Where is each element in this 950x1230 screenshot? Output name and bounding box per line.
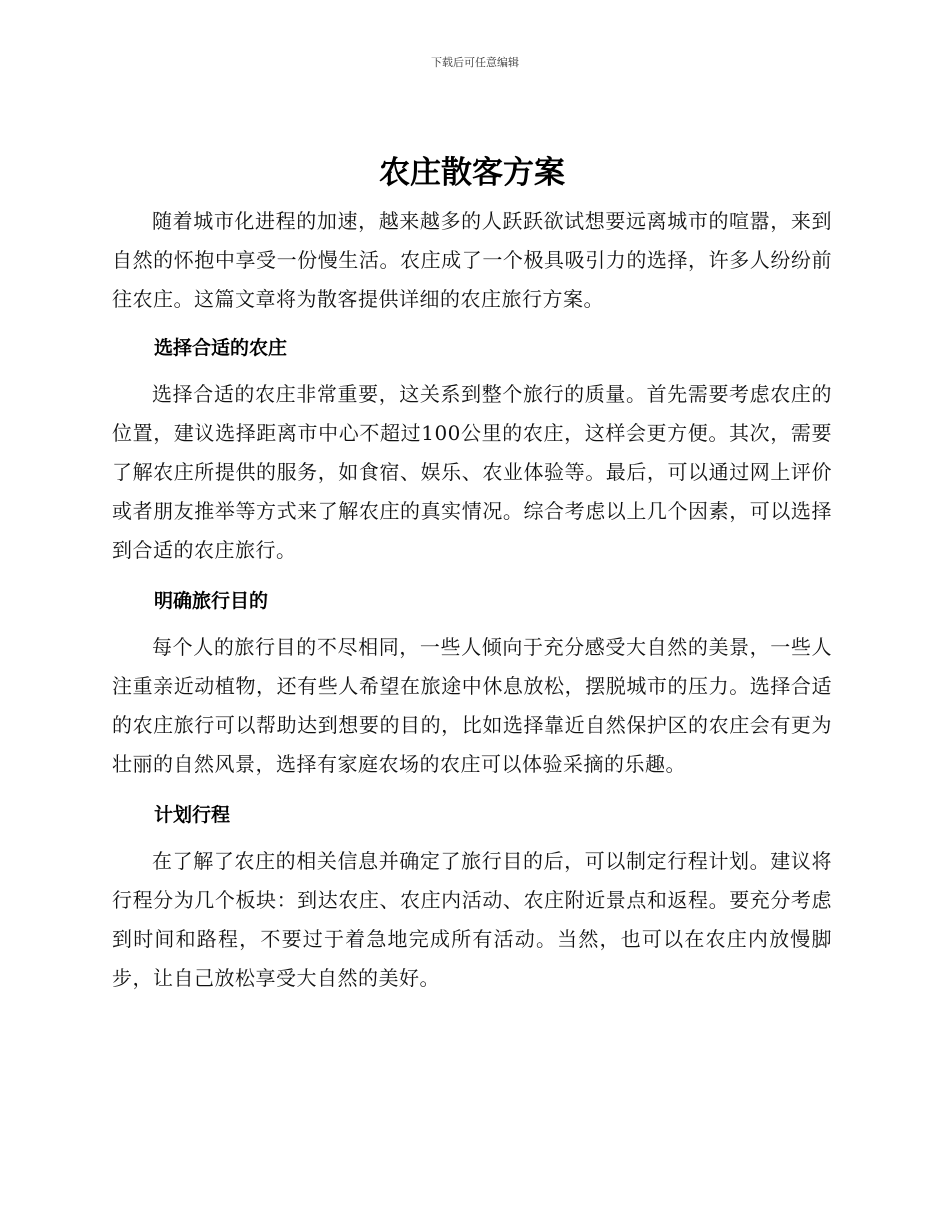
section-heading: 选择合适的农庄 (154, 337, 288, 359)
section-choose-farm (112, 331, 832, 570)
document-body (112, 148, 832, 998)
section-plan-itinerary (112, 798, 832, 998)
document-title: 农庄散客方案 (379, 155, 565, 191)
section-heading: 计划行程 (154, 804, 231, 826)
section-travel-purpose (112, 584, 832, 784)
intro-paragraph: 随着城市化进程的加速，越来越多的人跃跃欲试想要远离城市的喧嚣，来到自然的怀抱中享受一份慢生活。农庄成了一个极具吸引力的选择，许多人纷纷前往农庄。这篇文章将为散客提供详细的农庄旅行方案。 (112, 209, 832, 311)
section-heading: 明确旅行目的 (154, 590, 269, 612)
section-paragraph: 每个人的旅行目的不尽相同，一些人倾向于充分感受大自然的美景，一些人注重亲近动植物，还有些人希望在旅途中休息放松，摆脱城市的压力。选择合适的农庄旅行可以帮助达到想要的目的，比如选择靠近自然保护区的农庄会有更为壮丽的自然风景，选择有家庭农场的农庄可以体验采摘的乐趣。 (112, 635, 832, 776)
section-paragraph: 选择合适的农庄非常重要，这关系到整个旅行的质量。首先需要考虑农庄的位置，建议选择距离市中心不超过100公里的农庄，这样会更方便。其次，需要了解农庄所提供的服务，如食宿、娱乐、农业体验等。最后，可以通过网上评价或者朋友推举等方式来了解农庄的真实情况。综合考虑以上几个因素，可以选择到合适的农庄旅行。 (112, 382, 832, 562)
section-paragraph: 在了解了农庄的相关信息并确定了旅行目的后，可以制定行程计划。建议将行程分为几个板块：到达农庄、农庄内活动、农庄附近景点和返程。要充分考虑到时间和路程，不要过于着急地完成所有活动。当然，也可以在农庄内放慢脚步，让自己放松享受大自然的美好。 (112, 849, 832, 990)
header-note: 下载后可任意编辑 (431, 56, 519, 69)
